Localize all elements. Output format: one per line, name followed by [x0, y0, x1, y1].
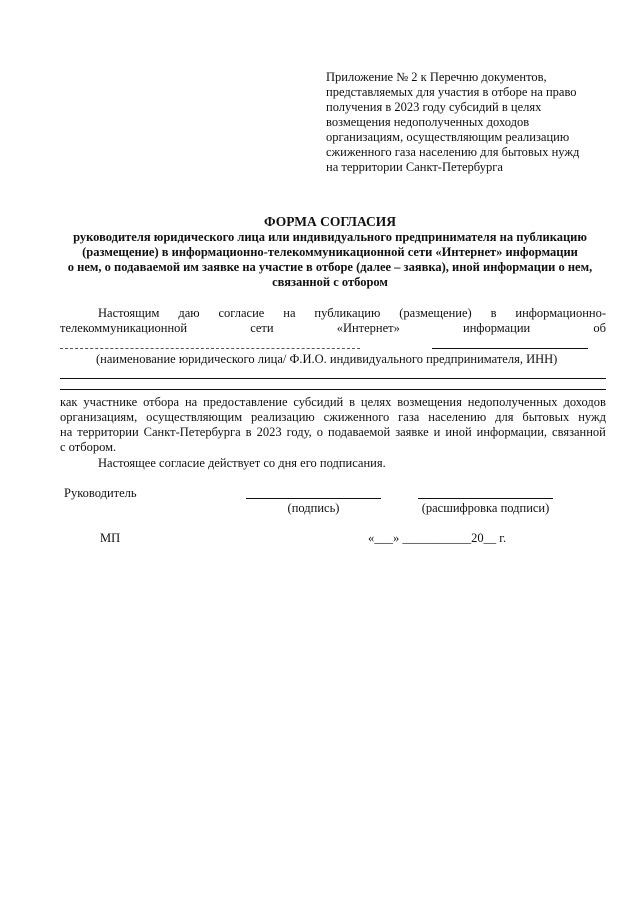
word: информационно-	[515, 306, 606, 320]
word: Санкт-Петербурга	[143, 425, 241, 439]
word: возмещения	[397, 395, 462, 409]
word: иной	[445, 425, 472, 439]
signature-field-line[interactable]	[246, 498, 381, 499]
word: на	[283, 306, 296, 320]
word: сети	[250, 321, 274, 335]
signature-decoding-field-line[interactable]	[418, 498, 553, 499]
justified-line	[60, 425, 606, 440]
word: заявке	[395, 425, 429, 439]
word: целях	[360, 395, 392, 409]
word: согласие	[218, 306, 265, 320]
word: территории	[77, 425, 139, 439]
word: (размещение)	[399, 306, 472, 320]
role-label: Руководитель	[64, 486, 137, 500]
name-field-line[interactable]	[60, 348, 360, 349]
appendix-line: представляемых для участия в отборе на право	[326, 85, 577, 99]
word: в	[490, 306, 497, 320]
word: в	[245, 425, 252, 439]
form-subtitle-line: связанной с отбором	[272, 275, 388, 289]
appendix-line: возмещения недополученных доходов	[326, 115, 530, 129]
word: подаваемой	[328, 425, 391, 439]
word: связанной	[552, 425, 606, 439]
word: даю	[178, 306, 200, 320]
appendix-line: получения в 2023 году субсидий в целях	[326, 100, 542, 114]
word: как	[60, 395, 78, 409]
appendix-line: Приложение № 2 к Перечню документов,	[326, 70, 547, 84]
word: организациям,	[60, 410, 138, 424]
appendix-line: сжиженного газа населению для бытовых нужд	[326, 145, 580, 159]
date-field[interactable]: «___» ___________20__ г.	[368, 531, 507, 545]
name-field-line-3[interactable]	[60, 389, 606, 390]
name-field-line-right[interactable]	[432, 348, 588, 349]
word: нужд	[578, 410, 606, 424]
word: на	[60, 425, 73, 439]
word: отбора	[143, 395, 180, 409]
word: на	[184, 395, 198, 409]
word: Настоящим	[98, 306, 160, 320]
word: о	[316, 425, 324, 439]
word: недополученных	[467, 395, 558, 409]
form-title-block	[40, 214, 620, 290]
appendix-line: на территории Санкт-Петербурга	[326, 160, 503, 174]
word: доходов	[563, 395, 606, 409]
stamp-label: МП	[100, 531, 121, 545]
appendix-line: организациям, осуществляющим реализацию	[326, 130, 570, 144]
name-field-line-2[interactable]	[60, 378, 606, 379]
word: публикацию	[314, 306, 381, 320]
word: в	[349, 395, 355, 409]
word: сжиженного	[323, 410, 390, 424]
word: осуществляющим	[146, 410, 243, 424]
word: 2023	[256, 425, 282, 439]
validity-statement: Настоящее согласие действует со дня его подписания.	[98, 456, 386, 470]
name-field-caption: (наименование юридического лица/ Ф.И.О. индивидуального предпринимателя, ИНН)	[96, 352, 558, 366]
word: предоставление	[203, 395, 288, 409]
word: для	[495, 410, 514, 424]
appendix-note	[326, 70, 616, 175]
signature-decoding-caption: (расшифровка подписи)	[421, 501, 550, 515]
word: информации,	[476, 425, 548, 439]
word: об	[593, 321, 606, 335]
form-subtitle-line: (размещение) в информационно-телекоммуникационной сети «Интернет» информации	[82, 245, 578, 259]
signature-caption: (подпись)	[287, 501, 340, 515]
word: и	[433, 425, 441, 439]
word: газа	[398, 410, 420, 424]
participant-paragraph	[60, 395, 606, 455]
form-subtitle-line: о нем, о подаваемой им заявке на участие в отборе (далее – заявка), иной информации о нем,	[67, 260, 593, 274]
word: информации	[463, 321, 531, 335]
justified-line	[60, 395, 606, 410]
paragraph-last-line: с отбором.	[60, 440, 117, 454]
word: субсидий	[293, 395, 344, 409]
word: реализацию	[251, 410, 315, 424]
consent-paragraph	[60, 306, 606, 336]
word: участнике	[83, 395, 138, 409]
word: году,	[286, 425, 312, 439]
word: телекоммуникационной	[60, 321, 188, 335]
form-subtitle-line: руководителя юридического лица или индивидуального предпринимателя на публикацию	[73, 230, 587, 244]
word: «Интернет»	[336, 321, 400, 335]
justified-line	[60, 306, 606, 321]
word: населению	[428, 410, 487, 424]
form-title: ФОРМА СОГЛАСИЯ	[263, 214, 397, 229]
justified-line	[60, 410, 606, 425]
word: бытовых	[522, 410, 570, 424]
justified-line	[60, 321, 606, 336]
